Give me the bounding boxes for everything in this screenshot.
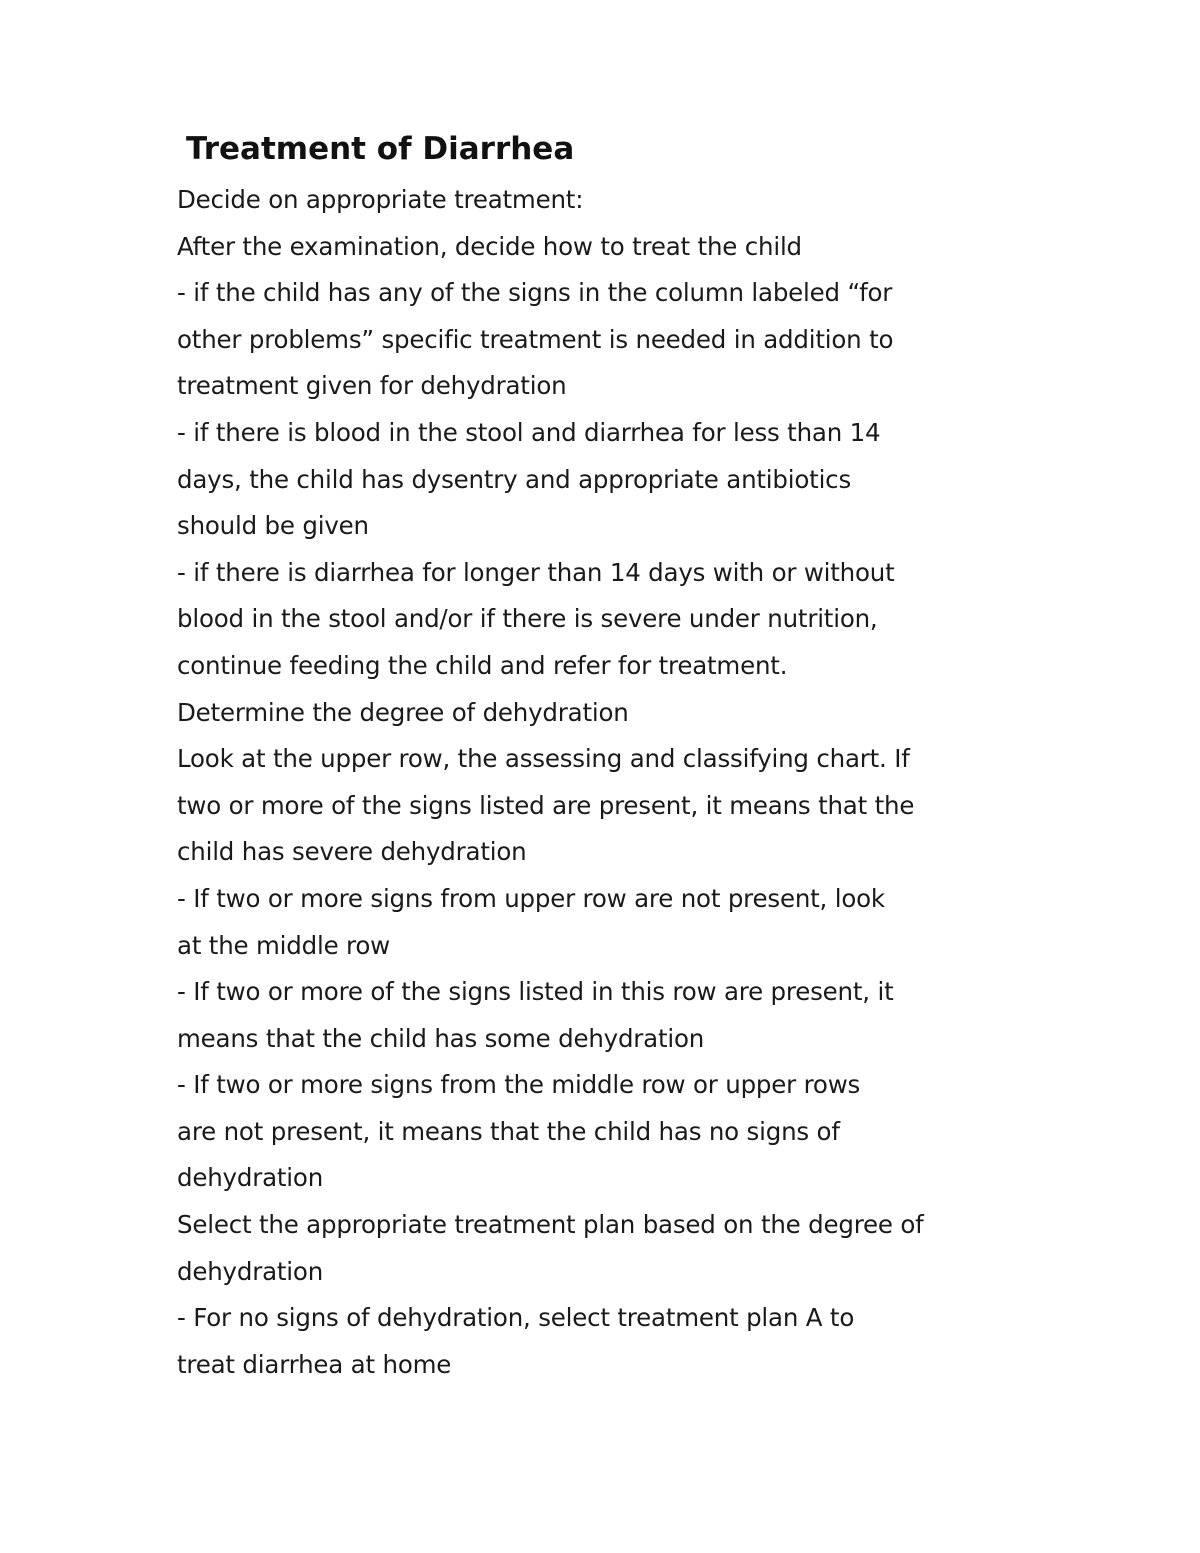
text-line: treatment given for dehydration — [177, 371, 567, 401]
text-line: After the examination, decide how to treat the child — [177, 231, 802, 261]
text-line: should be given — [177, 511, 369, 541]
text-line: Look at the upper row, the assessing and classifying chart. If — [177, 744, 910, 774]
document-body — [177, 177, 1157, 1388]
text-line: two or more of the signs listed are present, it means that the — [177, 790, 915, 820]
document-title: Treatment of Diarrhea — [186, 131, 575, 167]
text-line: - For no signs of dehydration, select treatment plan A to — [177, 1303, 855, 1333]
text-line: - If two or more signs from upper row are not present, look — [177, 883, 885, 913]
text-line: - if there is blood in the stool and diarrhea for less than 14 — [177, 417, 881, 447]
text-line: treat diarrhea at home — [177, 1349, 452, 1379]
text-line: - if the child has any of the signs in the column labeled “for — [177, 278, 893, 308]
text-line: continue feeding the child and refer for treatment. — [177, 650, 788, 680]
text-line: - If two or more signs from the middle row or upper rows — [177, 1070, 861, 1100]
text-line: child has severe dehydration — [177, 837, 527, 867]
text-line: Decide on appropriate treatment: — [177, 185, 584, 214]
text-line: dehydration — [177, 1256, 324, 1286]
text-line: - If two or more of the signs listed in this row are present, it — [177, 977, 894, 1007]
text-line: Select the appropriate treatment plan based on the degree of — [177, 1210, 924, 1240]
text-line: dehydration — [177, 1163, 324, 1193]
text-line: are not present, it means that the child has no signs of — [177, 1116, 840, 1146]
text-line: - if there is diarrhea for longer than 14 days with or without — [177, 557, 895, 587]
text-line: Determine the degree of dehydration — [177, 697, 629, 727]
text-line: means that the child has some dehydration — [177, 1023, 705, 1053]
text-line: at the middle row — [177, 930, 391, 960]
text-line: days, the child has dysentry and appropriate antibiotics — [177, 464, 852, 494]
text-line: blood in the stool and/or if there is severe under nutrition, — [177, 604, 878, 634]
text-line: other problems” specific treatment is needed in addition to — [177, 324, 894, 354]
